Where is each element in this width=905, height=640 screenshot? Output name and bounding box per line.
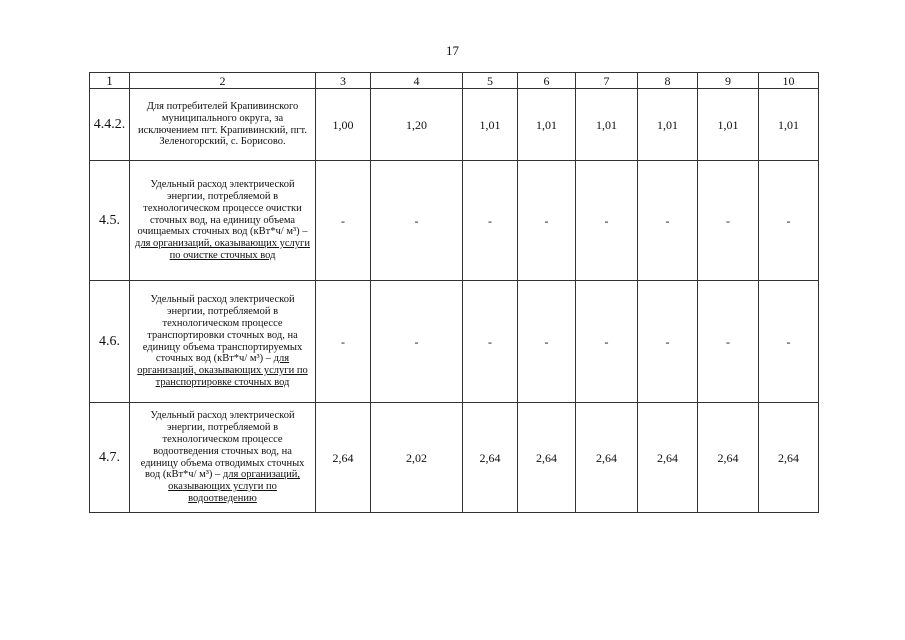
row-number: 4.4.2.	[90, 89, 130, 161]
header-cell: 7	[576, 73, 638, 89]
value-cell: 1,00	[316, 89, 371, 161]
value-cell: -	[576, 161, 638, 281]
row-description	[130, 89, 316, 161]
value-cell: -	[759, 281, 819, 403]
row-number: 4.6.	[90, 281, 130, 403]
value-cell: -	[698, 281, 759, 403]
value-cell: -	[463, 161, 518, 281]
row-description	[130, 403, 316, 513]
description-underlined: для организаций, оказывающих услуги по водоотведению	[168, 469, 300, 504]
header-cell: 1	[90, 73, 130, 89]
header-cell: 5	[463, 73, 518, 89]
value-cell: -	[518, 161, 576, 281]
value-cell: -	[371, 161, 463, 281]
value-cell: -	[316, 161, 371, 281]
value-cell: -	[638, 161, 698, 281]
table-row	[90, 89, 819, 161]
value-cell: 1,01	[698, 89, 759, 161]
value-cell: -	[463, 281, 518, 403]
header-cell: 6	[518, 73, 576, 89]
value-cell: -	[638, 281, 698, 403]
value-cell: 1,01	[638, 89, 698, 161]
value-cell: 2,64	[698, 403, 759, 513]
header-cell: 3	[316, 73, 371, 89]
header-cell: 4	[371, 73, 463, 89]
table-row	[90, 161, 819, 281]
value-cell: 1,20	[371, 89, 463, 161]
value-cell: 2,02	[371, 403, 463, 513]
value-cell: 1,01	[518, 89, 576, 161]
row-number: 4.7.	[90, 403, 130, 513]
header-cell: 10	[759, 73, 819, 89]
description-underlined: для организаций, оказывающих услуги по транспортировке сточных вод	[137, 353, 308, 388]
table-row	[90, 281, 819, 403]
value-cell: 2,64	[316, 403, 371, 513]
value-cell: -	[371, 281, 463, 403]
value-cell: 2,64	[638, 403, 698, 513]
header-cell: 2	[130, 73, 316, 89]
value-cell: -	[576, 281, 638, 403]
description-text: Для потребителей Крапивинского муниципального округа, за исключением пгт. Крапивинский, пгт. Зеленогорский, с. Борисово.	[138, 100, 307, 148]
description-underlined: для организаций, оказывающих услуги по очистке сточных вод	[135, 238, 310, 261]
row-description	[130, 281, 316, 403]
description-text: Удельный расход электрической энергии, потребляемой в технологическом процессе транспортировки сточных вод, на единицу объема транспортируемых сточных вод (кВт*ч/ м³) –	[142, 294, 303, 365]
value-cell: -	[698, 161, 759, 281]
table-row	[90, 403, 819, 513]
header-cell: 9	[698, 73, 759, 89]
value-cell: -	[518, 281, 576, 403]
description-text: Удельный расход электрической энергии, потребляемой в технологическом процессе водоотведения сточных вод, на единицу объема отводимых сточных вод (кВт*ч/ м³) –	[140, 410, 305, 481]
data-table	[89, 72, 819, 513]
header-row	[90, 73, 819, 89]
value-cell: 1,01	[759, 89, 819, 161]
description-text: Удельный расход электрической энергии, потребляемой в технологическом процессе очистки сточных вод, на единицу объема очищаемых сточных вод (кВт*ч/ м³) –	[137, 179, 308, 238]
page-number: 17	[446, 43, 459, 58]
value-cell: 2,64	[576, 403, 638, 513]
value-cell: -	[759, 161, 819, 281]
row-description	[130, 161, 316, 281]
value-cell: 2,64	[759, 403, 819, 513]
value-cell: 2,64	[518, 403, 576, 513]
value-cell: 2,64	[463, 403, 518, 513]
value-cell: 1,01	[463, 89, 518, 161]
value-cell: 1,01	[576, 89, 638, 161]
value-cell: -	[316, 281, 371, 403]
header-cell: 8	[638, 73, 698, 89]
row-number: 4.5.	[90, 161, 130, 281]
